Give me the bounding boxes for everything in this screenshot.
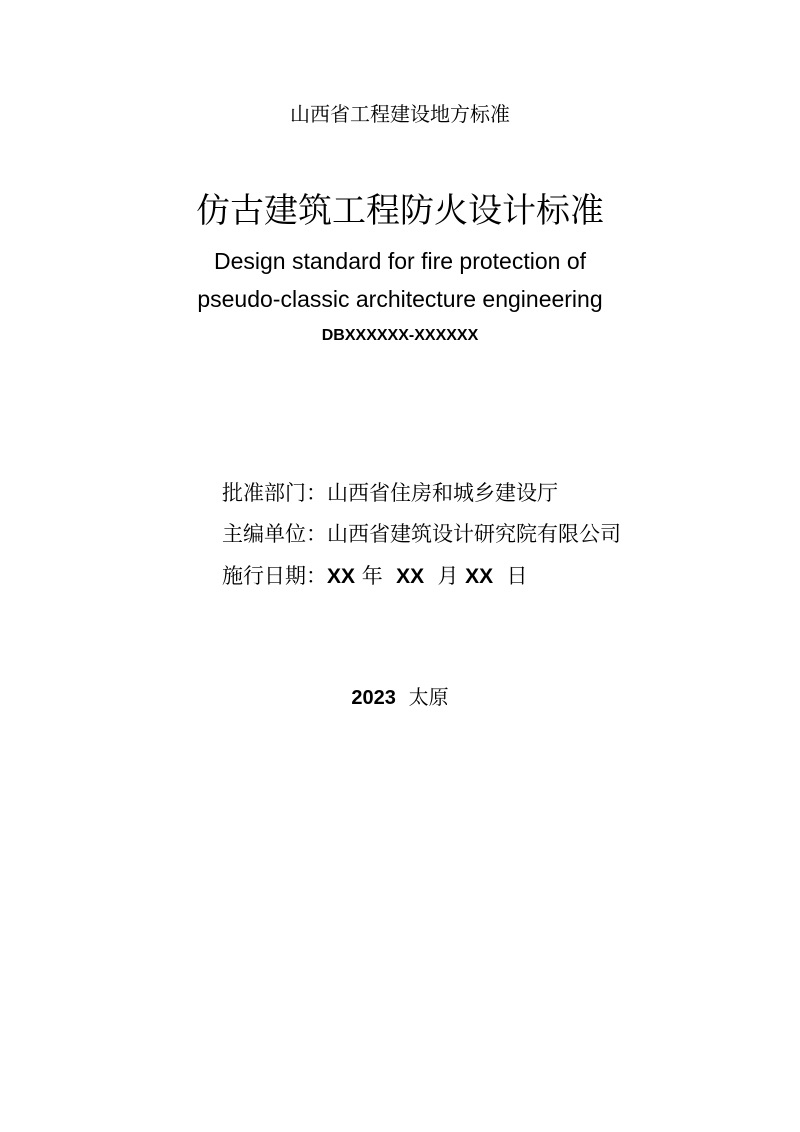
date-month: XX (396, 565, 425, 588)
footer-city: 太原 (408, 685, 449, 709)
year-unit: 年 (361, 564, 383, 588)
approval-row (222, 477, 558, 507)
editor-label: 主编单位： (222, 522, 327, 546)
standard-category: 山西省工程建设地方标准 (290, 102, 510, 126)
standard-code: DBXXXXXX-XXXXXX (321, 327, 479, 344)
date-year: XX (327, 565, 356, 588)
editor-value: 山西省建筑设计研究院有限公司 (327, 522, 621, 546)
editor-row (222, 518, 621, 548)
date-day: XX (465, 565, 494, 588)
document-title-en-line2: pseudo-classic architecture engineering (197, 286, 603, 312)
document-title-en-line1: Design standard for fire protection of (213, 248, 587, 274)
approval-value: 山西省住房和城乡建设厅 (327, 481, 558, 505)
day-unit: 日 (506, 564, 528, 588)
month-unit: 月 (437, 564, 459, 588)
effective-date-row (222, 560, 528, 590)
footer-year: 2023 (351, 687, 396, 709)
date-label: 施行日期： (222, 564, 327, 588)
approval-label: 批准部门： (222, 481, 327, 505)
document-title-cn: 仿古建筑工程防火设计标准 (196, 191, 604, 231)
footer-place-year (0, 681, 800, 710)
